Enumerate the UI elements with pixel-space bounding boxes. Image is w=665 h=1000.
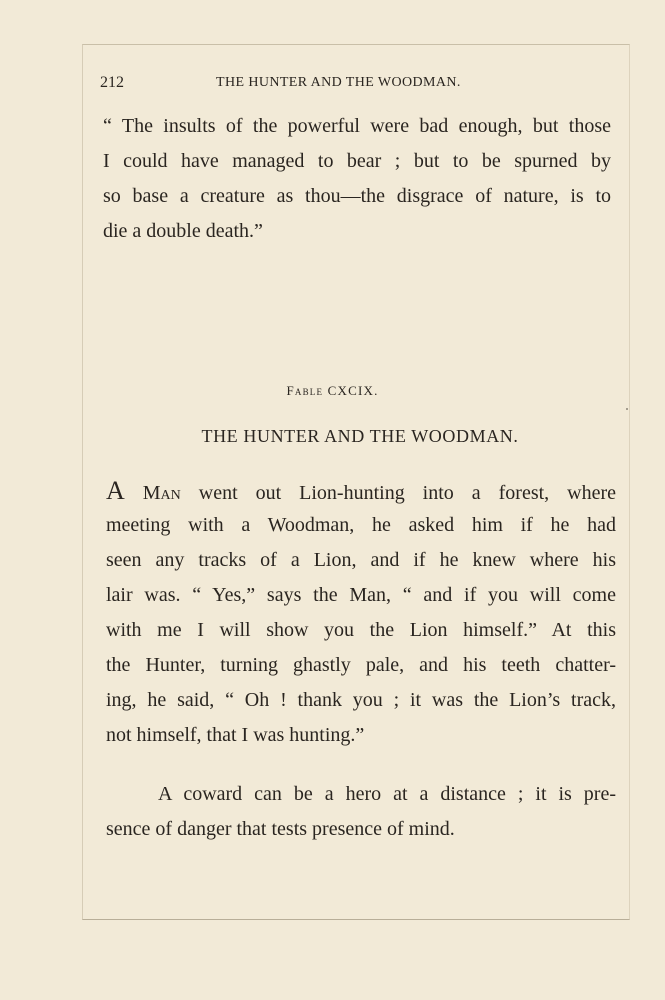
fable-line: the Hunter, turning ghastly pale, and his teeth chatter- xyxy=(106,654,616,676)
quote-line: die a double death.” xyxy=(103,220,263,242)
moral xyxy=(106,777,616,847)
fable-number: Fable CXCIX. xyxy=(286,383,379,398)
running-head-title: THE HUNTER AND THE WOODMAN. xyxy=(216,75,461,90)
paper-speck xyxy=(626,408,628,410)
fable-title: THE HUNTER AND THE WOODMAN. xyxy=(201,426,519,446)
fable-first-line xyxy=(106,473,616,508)
fable-line: meeting with a Woodman, he asked him if he had xyxy=(106,514,616,536)
fable-line: not himself, that I was hunting.” xyxy=(106,724,365,746)
page-number: 212 xyxy=(100,74,124,91)
quote-block xyxy=(103,109,611,249)
fable-line: lair was. “ Yes,” says the Man, “ and if you will come xyxy=(106,584,616,606)
moral-line: A coward can be a hero at a distance ; it is pre- xyxy=(158,783,616,805)
quote-line: “ The insults of the powerful were bad enough, but those xyxy=(103,115,611,137)
fable-line: with me I will show you the Lion himself.” At this xyxy=(106,619,616,641)
first-word-small-caps: Man xyxy=(142,482,181,504)
fable-line: ing, he said, “ Oh ! thank you ; it was the Lion’s track, xyxy=(106,689,616,711)
drop-cap: A xyxy=(106,476,125,505)
fable-line: seen any tracks of a Lion, and if he knew where his xyxy=(106,549,616,571)
moral-line: sence of danger that tests presence of mind. xyxy=(106,818,455,840)
quote-line: I could have managed to bear ; but to be spurned by xyxy=(103,150,611,172)
fable-body xyxy=(106,473,616,753)
running-head xyxy=(100,74,620,94)
first-line-text: went out Lion-hunting into a forest, where xyxy=(198,482,617,504)
quote-line: so base a creature as thou—the disgrace of nature, is to xyxy=(103,185,611,207)
